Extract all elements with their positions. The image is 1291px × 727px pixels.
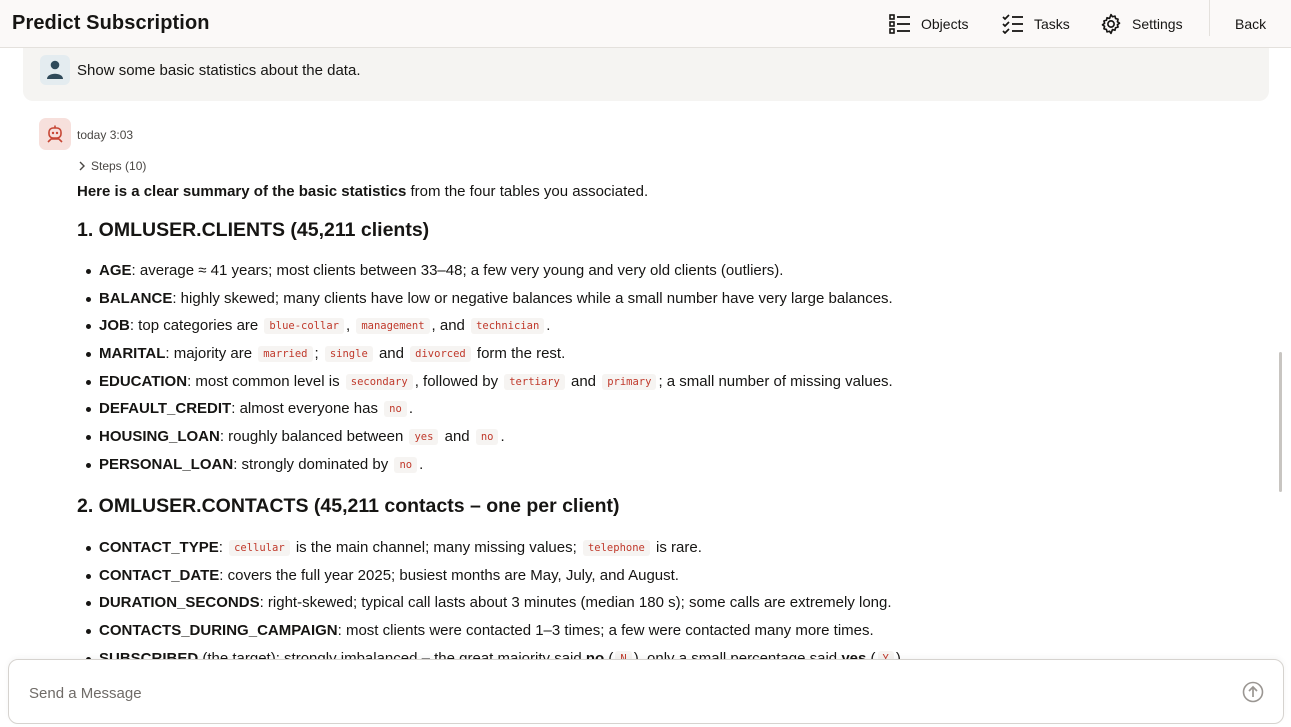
stat-item	[77, 620, 1257, 648]
stat-key: CONTACT_TYPE	[99, 539, 219, 556]
back-button[interactable]	[1235, 12, 1266, 36]
stat-key: MARITAL	[99, 345, 166, 363]
message-timestamp: today 3:03	[77, 128, 134, 142]
user-avatar	[40, 55, 70, 85]
stat-text: : majority are	[165, 345, 257, 363]
assistant-response	[77, 182, 1257, 640]
stat-text: :	[218, 539, 228, 556]
user-message-bubble	[23, 48, 1269, 101]
section-heading: 2. OMLUSER.CONTACTS (45,211 contacts – one per client)	[77, 495, 620, 517]
code-value: blue-collar	[264, 318, 344, 334]
code-value: secondary	[346, 374, 413, 390]
stat-item	[77, 371, 1257, 399]
intro-text: from the four tables you associated.	[406, 183, 649, 200]
stat-text: : top categories are	[129, 317, 263, 335]
clients-stats-list	[77, 260, 1257, 482]
code-value: no	[476, 429, 499, 445]
stat-key: CONTACT_DATE	[99, 566, 220, 584]
stat-text: .	[408, 400, 413, 418]
stat-key: CONTACTS_DURING_CAMPAIGN	[99, 622, 338, 640]
code-value: no	[394, 457, 417, 473]
stat-key: JOB	[99, 317, 130, 335]
stat-text: is the main channel; many missing values;	[291, 539, 581, 556]
stat-text: .	[500, 428, 505, 446]
gear-icon	[1100, 13, 1122, 35]
stat-text: : average ≈ 41 years; most clients between 33–48; a few very young and very old clients (outliers).	[131, 262, 784, 279]
header-divider	[1209, 0, 1210, 36]
stat-key: BALANCE	[99, 289, 173, 307]
objects-button[interactable]	[889, 12, 968, 36]
stat-text: : highly skewed; many clients have low or negative balances while a small number have very large balances.	[172, 289, 893, 307]
stat-text: , followed by	[414, 372, 503, 390]
checklist-icon	[1002, 14, 1024, 34]
stat-text: : almost everyone has	[231, 400, 383, 418]
code-value: cellular	[229, 540, 290, 556]
stat-text: : most common level is	[187, 372, 344, 390]
objects-label: Objects	[921, 16, 969, 32]
stat-text: .	[546, 317, 551, 335]
stat-key: DEFAULT_CREDIT	[99, 400, 232, 418]
code-value: tertiary	[504, 374, 565, 390]
intro-bold-text: Here is a clear summary of the basic statistics	[77, 183, 407, 200]
stat-item	[77, 565, 1257, 593]
stat-text: is rare.	[651, 539, 702, 556]
stat-key: AGE	[99, 262, 132, 279]
steps-toggle[interactable]	[78, 159, 146, 173]
stat-text: : strongly dominated by	[233, 455, 393, 473]
scrollbar-thumb[interactable]	[1279, 352, 1282, 492]
steps-label: Steps (10)	[91, 159, 147, 173]
app-header	[0, 0, 1291, 48]
message-input[interactable]	[27, 678, 1211, 708]
code-value: technician	[471, 318, 544, 334]
chevron-right-icon	[78, 161, 86, 171]
stat-text: ;	[314, 345, 323, 363]
code-value: primary	[602, 374, 656, 390]
code-value: telephone	[583, 540, 650, 556]
stat-text: : right-skewed; typical call lasts about 3 minutes (median 180 s); some calls are extremely long.	[259, 594, 892, 612]
response-intro	[77, 182, 1257, 202]
stat-text: , and	[431, 317, 470, 335]
stat-text: form the rest.	[472, 345, 566, 363]
stat-text: : covers the full year 2025; busiest months are May, July, and August.	[219, 566, 679, 584]
stat-key: DURATION_SECONDS	[99, 594, 260, 612]
message-composer	[8, 659, 1284, 724]
stat-text: ; a small number of missing values.	[658, 372, 893, 390]
stat-item	[77, 260, 1257, 288]
stat-text: : roughly balanced between	[219, 428, 408, 446]
stat-text: and	[374, 345, 409, 363]
stat-item	[77, 343, 1257, 371]
send-icon[interactable]	[1242, 681, 1264, 703]
stat-item	[77, 454, 1257, 482]
stat-text: and	[566, 372, 601, 390]
stat-text: .	[419, 455, 424, 473]
stat-item	[77, 315, 1257, 343]
back-label: Back	[1235, 16, 1267, 32]
stat-item	[77, 592, 1257, 620]
code-value: single	[325, 346, 373, 362]
stat-key: EDUCATION	[99, 372, 188, 390]
settings-button[interactable]	[1100, 12, 1183, 36]
stat-text: ,	[345, 317, 355, 335]
tasks-button[interactable]	[1002, 12, 1070, 36]
settings-label: Settings	[1132, 16, 1183, 32]
stat-text: and	[440, 428, 474, 446]
list-icon	[889, 14, 911, 34]
tasks-label: Tasks	[1034, 16, 1070, 32]
section-heading: 1. OMLUSER.CLIENTS (45,211 clients)	[77, 219, 430, 241]
user-message-text: Show some basic statistics about the data.	[77, 62, 361, 79]
page-title: Predict Subscription	[12, 12, 210, 34]
code-value: management	[356, 318, 429, 334]
code-value: yes	[409, 429, 438, 445]
assistant-avatar	[39, 118, 71, 150]
code-value: no	[384, 401, 407, 417]
stat-item	[77, 288, 1257, 316]
user-icon	[46, 60, 64, 80]
stat-key: PERSONAL_LOAN	[99, 455, 234, 473]
stat-item	[77, 537, 1257, 565]
code-value: married	[258, 346, 312, 362]
code-value: divorced	[410, 346, 471, 362]
robot-icon	[45, 124, 65, 144]
stat-item	[77, 398, 1257, 426]
stat-text: : most clients were contacted 1–3 times; a few were contacted many more times.	[337, 622, 874, 640]
contacts-stats-list	[77, 537, 1257, 675]
stat-key: HOUSING_LOAN	[99, 428, 220, 446]
stat-item	[77, 426, 1257, 454]
